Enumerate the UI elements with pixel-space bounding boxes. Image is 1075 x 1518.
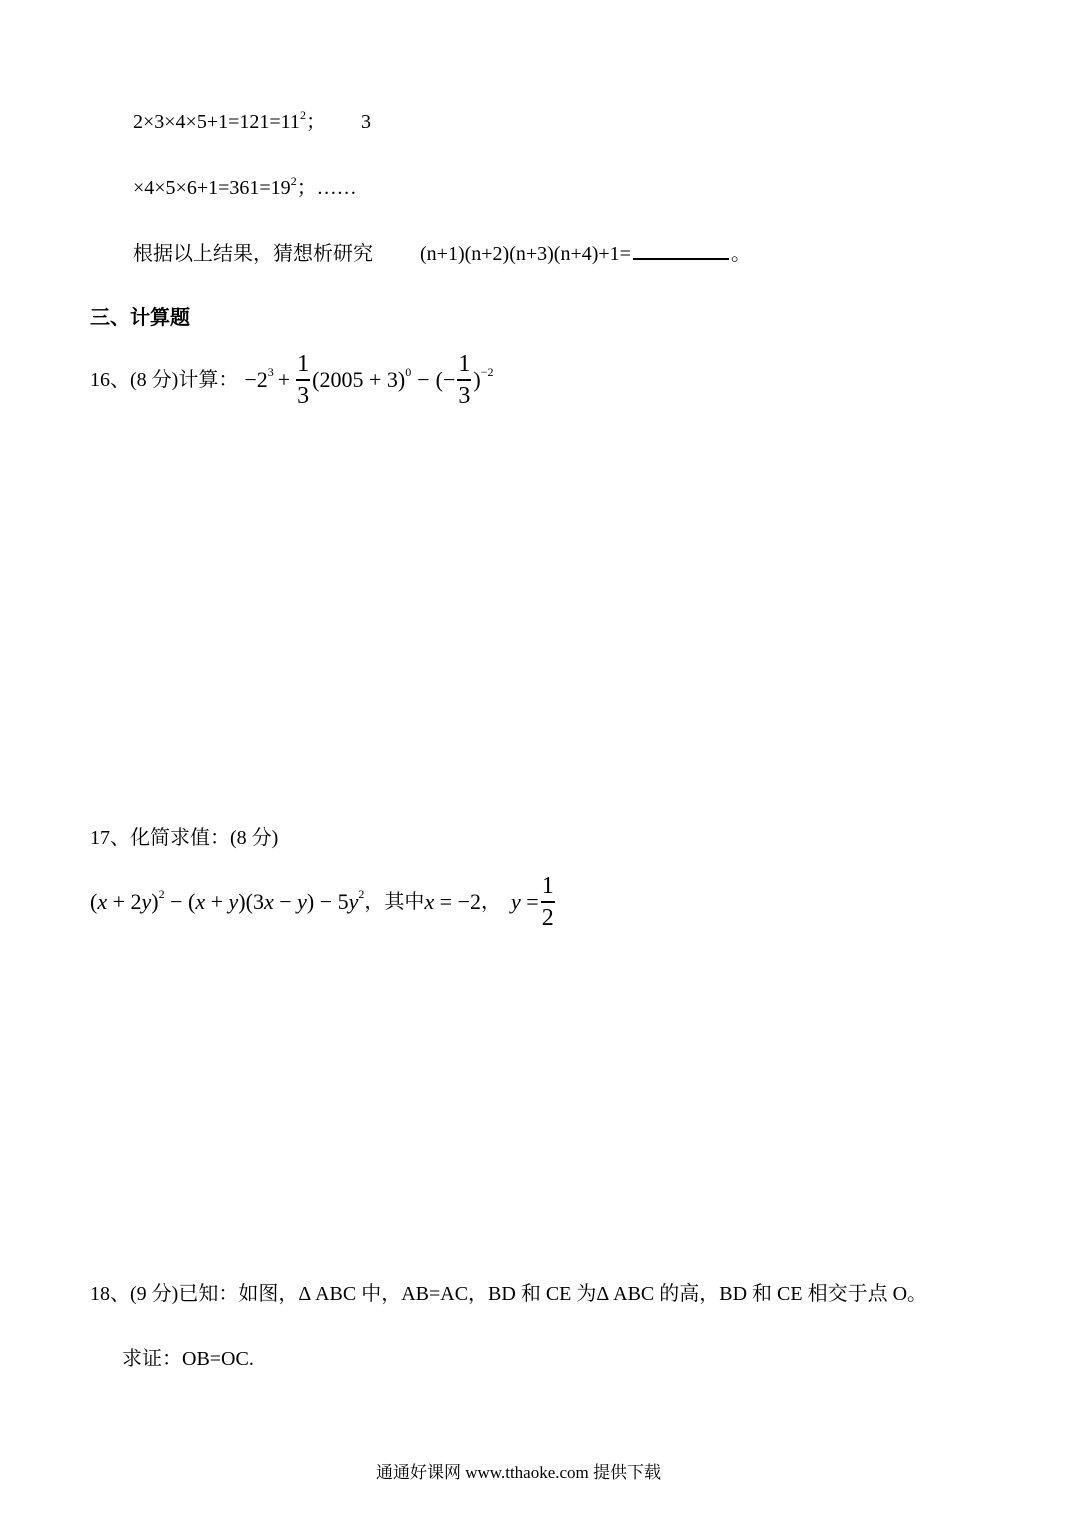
q17-fraction-denominator: 2 bbox=[541, 904, 554, 931]
q17-var-y3: y bbox=[297, 888, 307, 914]
q17-part-e: + bbox=[205, 888, 229, 914]
answer-blank[interactable] bbox=[633, 240, 729, 260]
q16-paren-term bbox=[312, 364, 412, 393]
q17-lhs bbox=[90, 886, 365, 915]
q17-part-g: − bbox=[273, 888, 298, 914]
q16-fraction-2-bar bbox=[457, 379, 471, 381]
q17-y-value bbox=[511, 889, 539, 915]
q16-close-exponent: −2 bbox=[480, 364, 494, 379]
q17-exponent-2: 2 bbox=[358, 886, 365, 901]
q17-part-d: − ( bbox=[164, 888, 196, 914]
q17-part-h: ) − 5 bbox=[306, 888, 349, 914]
q16-paren-base: (2005 + 3) bbox=[312, 366, 406, 392]
q17-part-c: ) bbox=[151, 888, 159, 914]
q16-fraction-1-bar bbox=[296, 379, 310, 381]
q17-var-x4: x bbox=[424, 888, 435, 914]
q17-var-x3: x bbox=[263, 888, 274, 914]
equation-1-tail: 3 bbox=[360, 111, 371, 133]
q17-var-y2: y bbox=[228, 888, 239, 914]
q16-fraction-1-numerator: 1 bbox=[297, 351, 310, 377]
q17-var-y4: y bbox=[348, 888, 359, 914]
equation-1-suffix: ； bbox=[305, 111, 326, 133]
equation-2-suffix: ；…… bbox=[296, 177, 357, 199]
equation-line-2 bbox=[133, 176, 357, 200]
q16-fraction-2-denominator: 3 bbox=[458, 382, 471, 409]
question-17-label: 17、化简求值：(8 分) bbox=[90, 827, 279, 849]
q16-minus: − bbox=[417, 366, 430, 392]
question-17-expression bbox=[90, 874, 557, 930]
q16-term1-exponent: 3 bbox=[267, 364, 274, 379]
equation-2-text: ×4×5×6+1=361=19 bbox=[133, 177, 291, 199]
equation-1-text: 2×3×4×5+1=121=11 bbox=[133, 111, 300, 133]
q17-fraction-numerator: 1 bbox=[541, 873, 554, 899]
equation-line-1 bbox=[133, 110, 371, 134]
q17-fraction-bar bbox=[541, 901, 555, 903]
question-18-prove: 求证：OB=OC. bbox=[122, 1348, 254, 1370]
q17-fraction bbox=[541, 874, 555, 930]
section-heading: 三、计算题 bbox=[90, 305, 190, 329]
q17-part-f: )(3 bbox=[238, 888, 264, 914]
question-16 bbox=[90, 352, 494, 408]
q16-fraction-2 bbox=[457, 352, 471, 408]
q16-fraction-1 bbox=[296, 352, 310, 408]
q17-separator: ， bbox=[481, 890, 501, 913]
q17-exponent-1: 2 bbox=[158, 886, 165, 901]
question-16-label: 16、(8 分)计算： bbox=[90, 368, 239, 391]
q16-term1 bbox=[244, 364, 274, 393]
q17-x-assign: = −2 bbox=[434, 888, 481, 914]
equation-2-exponent: 2 bbox=[290, 174, 297, 188]
q16-close bbox=[473, 364, 494, 393]
conjecture-text: 根据以上结果，猜想析研究 bbox=[133, 243, 373, 265]
q16-fraction-2-numerator: 1 bbox=[458, 351, 471, 377]
q17-var-y5: y bbox=[511, 888, 521, 914]
q17-where: ，其中 bbox=[364, 890, 425, 913]
q17-part-a: ( bbox=[90, 888, 98, 914]
q17-var-x1: x bbox=[97, 888, 108, 914]
q17-var-y1: y bbox=[141, 888, 152, 914]
page-footer: 通通好课网 www.tthaoke.com 提供下载 bbox=[376, 1463, 662, 1482]
q16-fraction-1-denominator: 3 bbox=[297, 382, 310, 409]
conjecture-line bbox=[133, 240, 751, 266]
q16-plus: + bbox=[277, 366, 291, 392]
question-18-statement: 18、(9 分)已知：如图，Δ ABC 中，AB=AC，BD 和 CE 为Δ ABC 的高，BD 和 CE 相交于点 O。 bbox=[90, 1283, 928, 1305]
q16-close-paren: ) bbox=[473, 366, 481, 392]
q16-term1-base: −2 bbox=[244, 366, 268, 392]
q16-paren-exponent: 0 bbox=[405, 364, 412, 379]
conjecture-expression: (n+1)(n+2)(n+3)(n+4)+1= bbox=[420, 243, 631, 265]
conjecture-end: 。 bbox=[730, 243, 751, 265]
q17-y-equals: = bbox=[520, 888, 539, 914]
equation-1-exponent: 2 bbox=[299, 108, 306, 122]
q17-var-x2: x bbox=[195, 888, 206, 914]
q16-open: (− bbox=[435, 366, 456, 392]
q17-x-value bbox=[424, 889, 481, 915]
q17-part-b: + 2 bbox=[107, 888, 142, 914]
